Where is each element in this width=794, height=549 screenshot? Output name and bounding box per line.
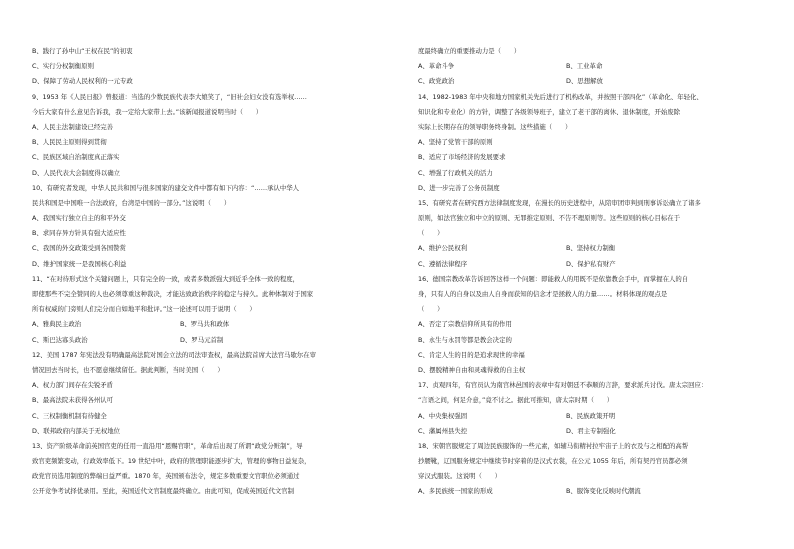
text-line: 18、宋朝官服规定了周边民族服饰的一些元素，如辅马衔精衬拉牢宙子上的衣及与之相配的高帮 (418, 441, 689, 450)
text-line: 身，只有人的自身以及由人自身而获知的信念才是拯救人的力量……。材料体现的观点是 (418, 290, 668, 298)
text-line: A、坚持了党管干部的原则 (418, 138, 493, 147)
text-line: 民共和国是中国唯一合法政府，台湾是中国的一部分。”这说明（ ） (32, 198, 231, 207)
text-line: D、联邦政府内部关于无权地位 (32, 426, 120, 435)
text-line: “言语之间，何足介意，”竟不讨之。据此可推知，唐太宗时期（ ） (418, 396, 614, 405)
text-line: （ ） (418, 229, 444, 238)
text-line: 情况回去当时长，也不愿意继续留任。据此判断，当时美国（ ） (32, 365, 224, 374)
text-line: 即使那些不完全赞同的人也必须尊重这种裁决，才能达致政治秩序的稳定与持久。此种体制对于国家 (32, 290, 314, 298)
text-line: D、人民代表大会制度得以确立 (32, 168, 120, 177)
option-row (418, 409, 768, 424)
option-row (418, 257, 768, 272)
text-line: 11、“在对待形式这个关键问题上，只有完全的一致，或者多数派强大到近乎全体一致的程度， (32, 274, 300, 283)
text-line: C、民族区域自治制度真正落实 (32, 153, 120, 162)
text-line: 12、美国 1787 年宪法没有明确最高法院对国会立法的司法审查权，最高法院首席大法官马歇尔在审 (32, 350, 317, 359)
text-line: C、增强了行政机关的活力 (418, 168, 493, 177)
option-text: C、藩属州县失控 (418, 426, 468, 435)
option-text: C、遵循法律程序 (418, 259, 468, 268)
text-line: C、我国的外交政策受到各国赞赏 (32, 244, 126, 253)
text-line: 17、贞观四年，有官员认为南宫林邑国的表章中有对朝廷不恭顺的言辞，要求派兵讨伐。唐太宗回应： (418, 381, 708, 390)
text-line: C、肯定人生的目的是追求现世的幸福 (418, 350, 525, 359)
text-line: 实际上长期存在的领导职务终身制。这些措施（ ） (418, 122, 572, 131)
left-column (32, 44, 382, 500)
text-line: A、否定了宗教信仰所具有的作用 (418, 320, 512, 329)
option-text: A、维护公民权利 (418, 244, 468, 253)
option-text: D、思想解放 (566, 77, 603, 86)
option-text: D、保护私有财产 (566, 259, 616, 268)
option-row (418, 74, 768, 89)
text-line: D、保障了劳动人民权利的一元专政 (32, 77, 133, 86)
option-row (418, 241, 768, 256)
option-row (418, 424, 768, 439)
option-text: A、革命斗争 (418, 62, 455, 71)
text-line: B、人民民主原则得到贯彻 (32, 138, 107, 147)
text-line: 原则，如法官独立和中立的原则、无罪推定原则、不告不理原则等。这些原则的核心目标在于 (418, 214, 681, 223)
text-line: 9、1953 年《人民日报》曾报道：当选的少数民族代表李大娘笑了，“旧社会妇女没有选举权…… (32, 92, 307, 101)
text-line: 公开竞争考试择优录用。至此，英国近代文官制度最终确立。由此可知，促成英国近代文官制 (32, 487, 295, 496)
text-line: A、人民主法制建设已经完善 (32, 122, 114, 131)
text-line: 所有权威的门旁则人们完分而自如地平和批评。”这一论述可以用于说明（ ） (32, 305, 256, 314)
option-text: A、雅典民主政治 (32, 320, 82, 329)
option-text: D、君主专制强化 (566, 426, 616, 435)
option-text: D、罗马元首制 (180, 335, 224, 344)
text-line: C、三权制衡机制有待健全 (32, 411, 107, 420)
text-line: B、最高法院未获得各州认可 (32, 396, 114, 405)
text-line: （ ） (418, 305, 444, 314)
right-column (418, 44, 768, 500)
option-row (418, 59, 768, 74)
text-line: D、维护国家统一是我国核心利益 (32, 259, 127, 268)
option-text: B、服饰变化反映时代潮流 (566, 487, 641, 496)
text-line: 知识化和专业化）的方针，调整了各级领导班子，建立了老干部的离休、退休制度，开始废除 (418, 107, 681, 116)
option-text: B、工业革命 (566, 62, 603, 71)
text-line: B、永生与永罚等都是教会决定的 (418, 335, 512, 344)
text-line: 13、资产阶级革命前英国官吏的任用一直沿用“恩赐官职”，革命后出现了所谓“政党分赃制”，导 (32, 441, 303, 450)
text-line: 度最终确立的重要推动力是（ ） (418, 47, 521, 55)
text-line: 16、德国宗教改革告诉回答这样一个问题：即能救人的用既不是依靠教会手中，而掌握在人的自 (418, 274, 689, 283)
text-line: C、实行分权制衡原则 (32, 62, 94, 71)
option-text: C、斯巴达寡头政治 (32, 335, 88, 344)
text-line: 抄腰靴，辽国服务规定中继续节时穿着的是汉式衣裳，在公元 1055 年后，所有契丹官员都必须 (418, 457, 688, 466)
text-line: 致官吏频繁变动，行政效率低下。19 世纪中叶，政府的管理职能逐步扩大，管理的事物日益复杂， (32, 457, 311, 466)
text-line: B、践行了孙中山“王权在民”的初衷 (32, 47, 133, 55)
option-text: B、罗马共和政体 (180, 320, 230, 329)
text-line: 政党官员选用制度的弊端日益严重。1870 年，英国颁布法令，规定多数重要文官职位必须通过 (32, 472, 300, 481)
text-line: D、进一步完善了公务员制度 (418, 183, 500, 192)
text-line: A、我国实行独立自主的和平外交 (32, 214, 126, 223)
text-line: 15、有研究者在研究西方法律制度发现，在漫长的历史进程中，从陪审团审判到刑事诉讼确立了诸多 (418, 198, 701, 207)
text-line: 10、有研究者发现，中华人民共和国与很多国家的建交文件中都有如下内容：“……承认中华人 (32, 183, 300, 192)
option-text: C、政党政治 (418, 77, 455, 86)
option-row (32, 317, 382, 332)
option-row (32, 333, 382, 348)
text-line: B、适应了市场经济的发展要求 (418, 153, 506, 162)
text-line: A、权力部门间存在尖锐矛盾 (32, 381, 114, 390)
text-line: 14、1982-1983 年中央和地方国家机关先后进行了机构改革，并按照干部四化”（革命化、年轻化、 (418, 92, 703, 101)
option-text: B、民族政策开明 (566, 411, 616, 420)
option-text: A、多民族统一国家的形成 (418, 487, 493, 496)
text-line: D、摆脱精神自由和灵魂得救的自主权 (418, 365, 526, 374)
option-row (418, 484, 768, 499)
text-line: 穿汉式服装。这说明（ ） (418, 472, 502, 481)
text-line: B、求同存异方针具有强大适应性 (32, 229, 126, 238)
option-text: B、坚持权力制衡 (566, 244, 616, 253)
option-text: A、中央集权强固 (418, 411, 468, 420)
text-line: 今后大家有什么意见告诉我，我一定给大家带上去。”该新闻报道说明当时（ ） (32, 107, 263, 116)
